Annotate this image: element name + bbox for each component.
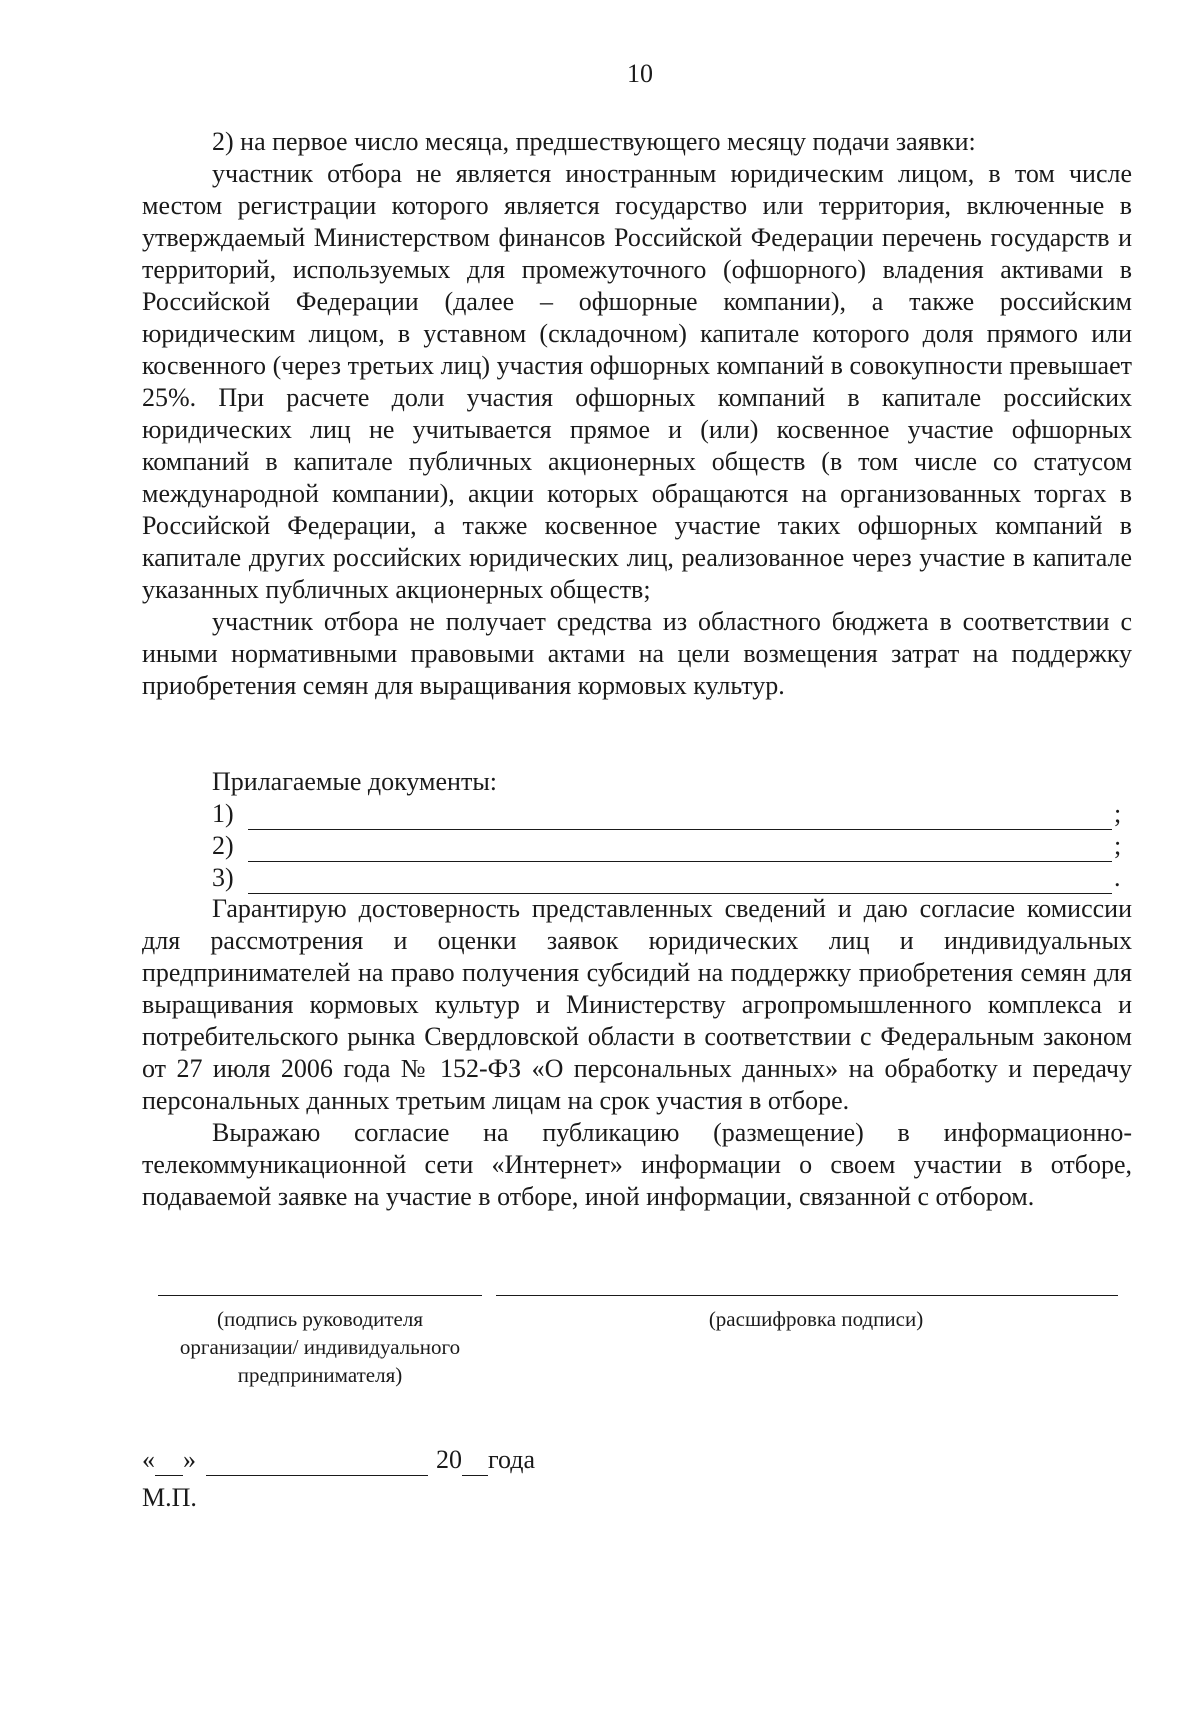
attached-doc-number: 1) <box>212 799 234 828</box>
attached-doc-blank[interactable] <box>248 805 1112 830</box>
month-blank[interactable] <box>206 1451 428 1476</box>
signature-caption-line: предпринимателя) <box>237 1363 403 1387</box>
day-blank[interactable] <box>155 1451 183 1476</box>
year-blank[interactable] <box>462 1451 488 1476</box>
signature-blank[interactable] <box>158 1295 482 1296</box>
guarantee-paragraph: Гарантирую достоверность представленных сведений и даю согласие комиссии для рассмотрения и оценки заявок юридических лиц и индивидуальных предпринимателей на право получения субсидий на поддержку приобретения семян для выращивания кормовых культур и Министерству агропромышленного комплекса и потребительского рынка Свердловской области в соответствии с Федеральным законом от 27 июля 2006 года № 152-ФЗ «О персональных данных» на обработку и передачу персональных данных третьим лицам на срок участия в отборе. <box>142 894 1132 1115</box>
attached-doc-punctuation: . <box>1114 863 1121 892</box>
page-number: 10 <box>627 59 653 88</box>
stamp-label: М.П. <box>142 1483 197 1512</box>
year-suffix: года <box>488 1445 536 1474</box>
year-prefix: 20 <box>436 1445 462 1474</box>
date-line <box>142 1444 535 1476</box>
consent-section <box>142 893 1132 1213</box>
attached-doc-line[interactable] <box>212 798 1128 830</box>
conditions-section <box>142 126 1132 702</box>
offshore-paragraph: участник отбора не является иностранным юридическим лицом, в том числе местом регистрации которого является государство или территория, включенные в утверждаемый Министерством финансов Российской Федерации перечень государств и территорий, используемых для промежуточного (офшорного) владения активами в Российской Федерации (далее – офшорные компании), а также российским юридическим лицом, в уставном (складочном) капитале которого доля прямого или косвенного (через третьих лиц) участия офшорных компаний в совокупности превышает 25%. При расчете доли участия офшорных компаний в капитале российских юридических лиц не учитывается прямое и (или) косвенное участие офшорных компаний в капитале публичных акционерных обществ (в том числе со статусом международной компании), акции которых обращаются на организованных торгах в Российской Федерации, а также косвенное участие таких офшорных компаний в капитале других российских юридических лиц, реализованное через участие в капитале указанных публичных акционерных обществ; <box>142 159 1132 604</box>
attached-doc-punctuation: ; <box>1114 831 1122 860</box>
signature-caption-line: организации/ индивидуального <box>179 1335 461 1359</box>
date-close-quote: » <box>183 1445 196 1474</box>
attached-doc-line[interactable] <box>212 862 1128 894</box>
section-heading: 2) на первое число месяца, предшествующего месяцу подачи заявки: <box>212 127 976 156</box>
signature-caption-line: (подпись руководителя <box>216 1307 424 1331</box>
date-open-quote: « <box>142 1445 155 1474</box>
attached-docs-heading: Прилагаемые документы: <box>212 767 498 796</box>
signature-caption <box>140 1305 500 1389</box>
attached-doc-number: 2) <box>212 831 234 860</box>
attached-doc-blank[interactable] <box>248 869 1112 894</box>
attached-doc-number: 3) <box>212 863 234 892</box>
signature-decoding-blank[interactable] <box>496 1295 1118 1296</box>
attached-doc-blank[interactable] <box>248 837 1112 862</box>
publication-consent-paragraph: Выражаю согласие на публикацию (размещение) в информационно-телекоммуникационной сети «Интернет» информации о своем участии в отборе, подаваемой заявке на участие в отборе, иной информации, связанной с отбором. <box>142 1118 1132 1211</box>
attached-doc-punctuation: ; <box>1114 799 1122 828</box>
attached-doc-line[interactable] <box>212 830 1128 862</box>
budget-paragraph: участник отбора не получает средства из областного бюджета в соответствии с иными нормативными правовыми актами на цели возмещения затрат на поддержку приобретения семян для выращивания кормовых культур. <box>142 607 1132 700</box>
signature-decoding-caption: (расшифровка подписи) <box>708 1307 924 1331</box>
